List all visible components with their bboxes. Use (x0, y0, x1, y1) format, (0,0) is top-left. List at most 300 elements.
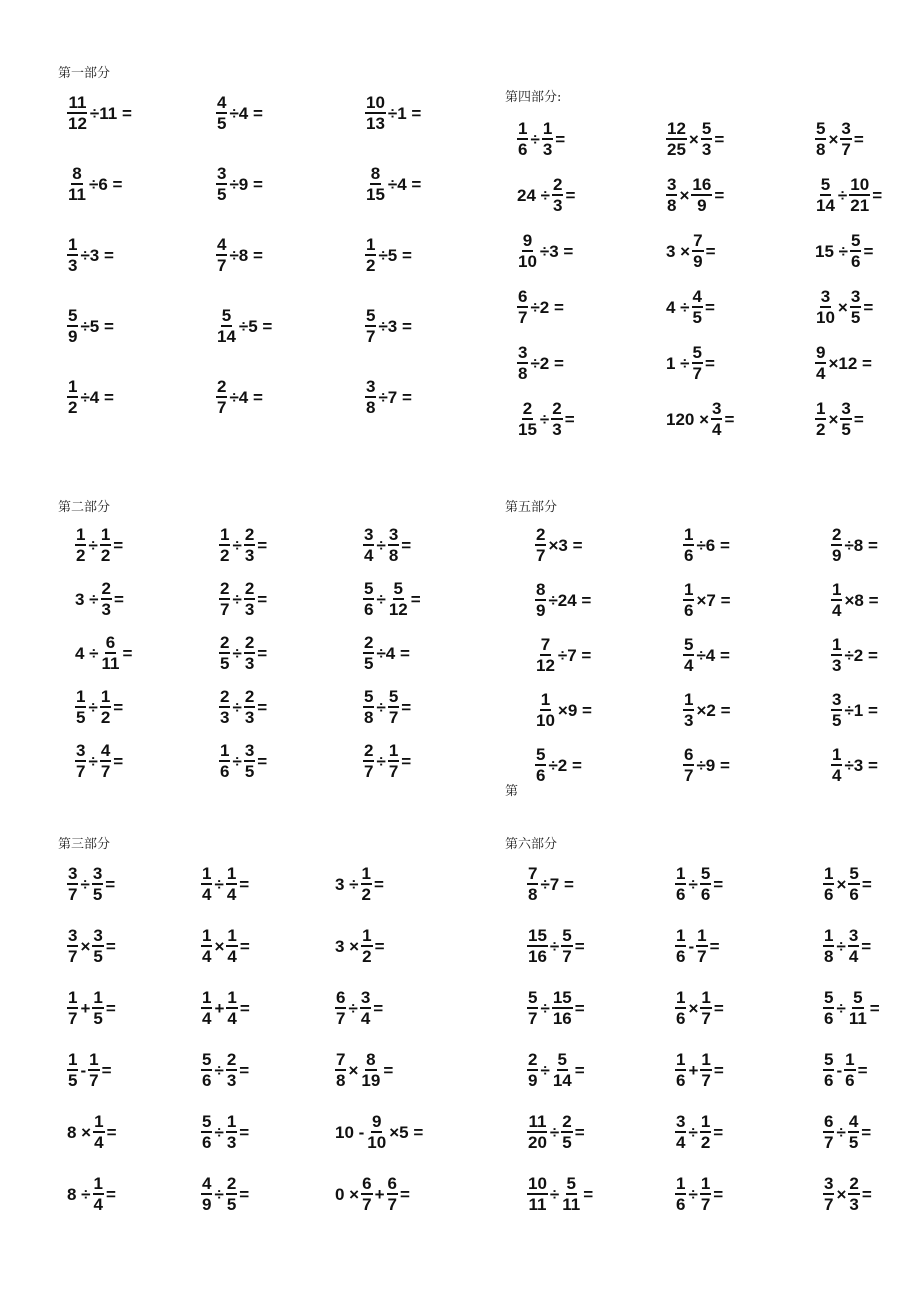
operator-text: ÷2 = (548, 755, 582, 775)
fraction (363, 580, 374, 619)
numerator: 3 (675, 1113, 686, 1133)
denominator: 19 (361, 1071, 381, 1091)
denominator: 6 (824, 1009, 834, 1029)
fraction (388, 742, 399, 781)
numerator: 1 (201, 927, 212, 947)
denominator: 11 (68, 185, 86, 205)
fraction (387, 1175, 398, 1214)
fraction (848, 865, 859, 904)
denominator: 10 (816, 308, 835, 328)
denominator: 25 (667, 140, 686, 160)
fraction (561, 927, 572, 966)
operator-text: × (214, 936, 225, 956)
numerator: 10 (365, 94, 386, 114)
fraction (517, 344, 528, 383)
math-problem (814, 232, 874, 271)
numerator: 3 (92, 927, 103, 947)
denominator: 7 (684, 766, 694, 786)
fraction (517, 232, 538, 271)
fraction (850, 288, 861, 327)
fraction (92, 927, 103, 966)
operator-text: = (113, 697, 124, 717)
numerator: 12 (666, 120, 687, 140)
math-problem (526, 1113, 586, 1152)
math-problem (674, 1175, 724, 1214)
numerator: 1 (67, 378, 78, 398)
denominator: 7 (217, 398, 227, 418)
math-problem (830, 581, 880, 620)
fraction (100, 742, 111, 781)
fraction (219, 742, 230, 781)
denominator: 12 (536, 656, 555, 676)
operator-text: = (113, 589, 124, 609)
operator-text: = (564, 409, 575, 429)
operator-text: = (373, 874, 384, 894)
fraction (363, 634, 374, 673)
denominator: 8 (336, 1071, 346, 1091)
numerator: 2 (219, 580, 230, 600)
denominator: 5 (220, 654, 230, 674)
fraction (700, 865, 711, 904)
numerator: 1 (100, 688, 111, 708)
denominator: 8 (667, 196, 677, 216)
fraction (815, 288, 836, 327)
numerator: 7 (527, 865, 538, 885)
fraction (226, 927, 237, 966)
operator-text: ÷11 = (89, 103, 132, 123)
fraction (840, 400, 851, 439)
operator-text: ÷ (549, 1184, 560, 1204)
operator-text: ÷4 = (376, 643, 410, 663)
fraction (92, 989, 103, 1028)
operator-text: 15 ÷ (815, 241, 848, 261)
math-problem (218, 634, 268, 673)
numerator: 1 (75, 526, 86, 546)
math-problem (682, 636, 731, 675)
denominator: 5 (92, 885, 103, 905)
fraction (535, 581, 546, 620)
math-problem (364, 378, 413, 417)
denominator: 21 (850, 196, 870, 216)
math-problem (364, 236, 413, 275)
numerator: 3 (67, 927, 78, 947)
fraction (535, 636, 556, 675)
operator-text: = (853, 409, 864, 429)
operator-text: ÷ (688, 874, 698, 894)
math-problem (822, 1051, 869, 1090)
denominator: 7 (824, 1195, 834, 1215)
denominator: 3 (244, 546, 255, 566)
fraction (527, 989, 538, 1028)
numerator: 1 (361, 865, 372, 885)
denominator: 3 (244, 708, 255, 728)
operator-text: ÷6 = (696, 535, 730, 555)
fraction (517, 120, 528, 159)
operator-text: + (214, 998, 225, 1018)
fraction (823, 989, 834, 1028)
denominator: 12 (68, 114, 87, 134)
fraction (216, 94, 227, 133)
denominator: 5 (832, 711, 842, 731)
denominator: 6 (364, 600, 374, 620)
operator-text: ÷3 = (80, 245, 114, 265)
operator-text: ÷4 = (229, 387, 263, 407)
numerator: 1 (700, 1051, 711, 1071)
denominator: 4 (364, 546, 374, 566)
math-problem (526, 1175, 594, 1214)
numerator: 5 (557, 1051, 568, 1071)
numerator: 1 (201, 989, 212, 1009)
denominator: 6 (676, 885, 686, 905)
math-problem (814, 176, 883, 215)
fraction (675, 1175, 686, 1214)
math-problem (526, 989, 586, 1028)
numerator: 1 (844, 1051, 855, 1071)
operator-text: = (872, 185, 883, 205)
denominator: 6 (849, 885, 859, 905)
math-problem (200, 1175, 250, 1214)
math-problem (200, 1051, 250, 1090)
denominator: 6 (850, 252, 861, 272)
numerator: 3 (244, 742, 255, 762)
fraction (365, 307, 376, 346)
numerator: 3 (360, 989, 371, 1009)
fraction (363, 526, 374, 565)
denominator: 3 (226, 1133, 237, 1153)
numerator: 5 (221, 307, 232, 327)
math-problem (334, 1175, 411, 1214)
numerator: 2 (244, 580, 255, 600)
operator-text: - (80, 1060, 87, 1080)
fraction (244, 580, 255, 619)
operator-text: ÷9 = (229, 174, 263, 194)
denominator: 9 (202, 1195, 212, 1215)
numerator: 10 (849, 176, 870, 196)
operator-text: × (828, 409, 839, 429)
numerator: 8 (370, 165, 381, 185)
numerator: 1 (67, 1051, 78, 1071)
math-problem (364, 165, 422, 204)
denominator: 8 (366, 398, 376, 418)
section-title: 第五部分 (505, 500, 558, 515)
denominator: 3 (832, 656, 842, 676)
operator-text: × (836, 1184, 847, 1204)
numerator: 1 (226, 865, 237, 885)
numerator: 4 (100, 742, 111, 762)
math-problem (66, 307, 115, 346)
fraction (552, 989, 573, 1028)
math-problem (516, 288, 565, 327)
operator-text: ÷5 = (80, 316, 114, 336)
numerator: 3 (363, 526, 374, 546)
denominator: 4 (832, 601, 842, 621)
denominator: 20 (528, 1133, 547, 1153)
fraction (67, 307, 78, 346)
numerator: 5 (363, 580, 374, 600)
fraction (527, 1113, 548, 1152)
operator-text: = (106, 1122, 117, 1142)
denominator: 3 (701, 140, 712, 160)
denominator: 4 (832, 766, 842, 786)
numerator: 1 (67, 236, 78, 256)
operator-text: = (105, 874, 116, 894)
fraction (840, 120, 851, 159)
math-problem (665, 232, 717, 271)
denominator: 14 (816, 196, 835, 216)
operator-text: = (383, 1060, 394, 1080)
operator-text: ×3 = (548, 535, 583, 555)
operator-text: = (713, 1184, 724, 1204)
operator-text: × (836, 874, 847, 894)
math-problem (364, 94, 422, 133)
denominator: 7 (388, 708, 399, 728)
numerator: 2 (848, 1175, 859, 1195)
denominator: 11 (562, 1195, 581, 1215)
operator-text: ×12 = (828, 353, 872, 373)
numerator: 1 (365, 236, 376, 256)
operator-text: ×2 = (696, 700, 731, 720)
fraction (226, 865, 237, 904)
fraction (848, 927, 859, 966)
operator-text: ×5 = (389, 1122, 424, 1142)
denominator: 4 (816, 364, 826, 384)
operator-text: = (105, 998, 116, 1018)
fraction (692, 232, 703, 271)
denominator: 7 (692, 364, 702, 384)
operator-text: = (399, 1184, 410, 1204)
fraction (535, 746, 546, 785)
operator-text: × (837, 297, 848, 317)
operator-text: = (239, 936, 250, 956)
denominator: 7 (68, 1009, 78, 1029)
fraction (683, 526, 694, 565)
operator-text: 8 ÷ (67, 1184, 91, 1204)
operator-text: ÷1 = (844, 700, 878, 720)
operator-text: × (80, 936, 91, 956)
operator-text: ÷3 = (844, 755, 878, 775)
operator-text: 4 ÷ (75, 643, 99, 663)
numerator: 3 (850, 288, 861, 308)
operator-text: 120 × (666, 409, 710, 429)
fraction (388, 526, 399, 565)
math-problem (215, 236, 264, 275)
operator-text: ÷ (376, 751, 386, 771)
denominator: 2 (362, 947, 372, 967)
fraction (335, 989, 346, 1028)
denominator: 8 (364, 708, 374, 728)
denominator: 6 (684, 601, 694, 621)
denominator: 11 (848, 1009, 867, 1029)
numerator: 16 (691, 176, 712, 196)
section-title: 第六部分 (505, 837, 558, 852)
operator-text: = (113, 751, 124, 771)
fraction (363, 688, 374, 727)
denominator: 7 (364, 762, 374, 782)
operator-text: ÷ (214, 1184, 224, 1204)
numerator: 2 (101, 580, 112, 600)
numerator: 5 (815, 120, 826, 140)
denominator: 4 (202, 947, 212, 967)
math-problem (516, 232, 574, 271)
denominator: 4 (94, 1133, 104, 1153)
fraction (93, 1113, 104, 1152)
denominator: 7 (220, 600, 230, 620)
numerator: 2 (219, 688, 230, 708)
fraction (219, 634, 230, 673)
denominator: 16 (528, 947, 547, 967)
numerator: 1 (700, 1113, 711, 1133)
operator-text: = (374, 936, 385, 956)
denominator: 7 (336, 1009, 346, 1029)
numerator: 6 (683, 746, 694, 766)
section-title: 第一部分 (58, 66, 111, 81)
math-problem (665, 400, 735, 439)
numerator: 5 (820, 176, 831, 196)
numerator: 3 (92, 865, 103, 885)
operator-text: = (239, 1184, 250, 1204)
numerator: 9 (815, 344, 826, 364)
operator-text: ÷ (232, 535, 242, 555)
denominator: 8 (528, 885, 538, 905)
numerator: 11 (527, 1113, 547, 1133)
math-problem (66, 94, 133, 133)
operator-text: = (863, 241, 874, 261)
fraction (67, 236, 78, 275)
math-problem (814, 400, 865, 439)
fraction (366, 1113, 387, 1152)
math-problem (516, 120, 566, 159)
operator-text: = (105, 936, 116, 956)
fraction (67, 165, 87, 204)
math-problem (362, 742, 412, 781)
denominator: 7 (89, 1071, 99, 1091)
operator-text: ÷7 = (378, 387, 412, 407)
operator-text: ÷4 = (229, 103, 263, 123)
denominator: 3 (244, 654, 255, 674)
math-problem (218, 526, 268, 565)
fraction (675, 927, 686, 966)
denominator: 4 (93, 1195, 103, 1215)
operator-text: ÷ (549, 1122, 560, 1142)
fraction (201, 927, 212, 966)
denominator: 2 (361, 885, 371, 905)
denominator: 4 (202, 1009, 212, 1029)
denominator: 3 (684, 711, 694, 731)
math-problem (534, 636, 592, 675)
numerator: 1 (831, 636, 842, 656)
numerator: 5 (363, 688, 374, 708)
fraction (683, 581, 694, 620)
numerator: 9 (371, 1113, 382, 1133)
denominator: 7 (388, 762, 399, 782)
denominator: 6 (220, 762, 230, 782)
denominator: 6 (845, 1071, 855, 1091)
math-problem (674, 927, 721, 966)
denominator: 7 (562, 947, 572, 967)
fraction (551, 400, 562, 439)
denominator: 6 (824, 1071, 834, 1091)
operator-text: 3 ÷ (75, 589, 99, 609)
denominator: 7 (366, 327, 376, 347)
numerator: 3 (216, 165, 227, 185)
denominator: 3 (220, 708, 230, 728)
fraction (675, 1113, 686, 1152)
fraction (101, 580, 112, 619)
fraction (527, 1051, 538, 1090)
math-problem (830, 746, 879, 785)
math-problem (74, 580, 125, 619)
operator-text: = (869, 998, 880, 1018)
fraction (219, 526, 230, 565)
numerator: 1 (815, 400, 826, 420)
numerator: 2 (363, 634, 374, 654)
fraction (67, 378, 78, 417)
numerator: 2 (244, 688, 255, 708)
operator-text: = (101, 1060, 112, 1080)
denominator: 3 (542, 140, 553, 160)
operator-text: = (861, 936, 872, 956)
fraction (201, 989, 212, 1028)
denominator: 8 (388, 546, 399, 566)
numerator: 7 (540, 636, 551, 656)
numerator: 3 (365, 378, 376, 398)
operator-text: ÷ (214, 874, 224, 894)
fraction (711, 400, 722, 439)
operator-text: = (113, 535, 124, 555)
numerator: 3 (666, 176, 677, 196)
numerator: 2 (552, 176, 563, 196)
denominator: 2 (100, 708, 111, 728)
fraction (700, 1051, 711, 1090)
numerator: 1 (675, 1175, 686, 1195)
numerator: 1 (675, 927, 686, 947)
numerator: 1 (696, 927, 707, 947)
numerator: 8 (71, 165, 82, 185)
numerator: 1 (93, 1175, 104, 1195)
denominator: 6 (684, 546, 694, 566)
denominator: 4 (227, 947, 237, 967)
denominator: 7 (700, 1195, 711, 1215)
fraction (831, 526, 842, 565)
denominator: 5 (850, 308, 861, 328)
operator-text: 0 × (335, 1184, 360, 1204)
numerator: 1 (831, 581, 842, 601)
numerator: 3 (75, 742, 86, 762)
denominator: 2 (100, 546, 111, 566)
denominator: 4 (227, 1009, 237, 1029)
fraction (542, 120, 553, 159)
math-problem (534, 691, 593, 730)
fraction (93, 1175, 104, 1214)
numerator: 2 (219, 634, 230, 654)
operator-text: ÷2 = (530, 297, 564, 317)
numerator: 2 (226, 1051, 237, 1071)
fraction (92, 865, 103, 904)
operator-text: ÷ (214, 1122, 224, 1142)
fraction (219, 688, 230, 727)
denominator: 5 (217, 114, 227, 134)
math-problem (665, 288, 716, 327)
numerator: 2 (244, 634, 255, 654)
math-problem (814, 344, 873, 383)
fraction (388, 580, 409, 619)
math-problem (682, 691, 732, 730)
operator-text: + (80, 998, 91, 1018)
denominator: 5 (562, 1133, 572, 1153)
operator-text: ÷ (540, 1060, 550, 1080)
fraction (823, 1051, 834, 1090)
denominator: 12 (388, 600, 408, 620)
